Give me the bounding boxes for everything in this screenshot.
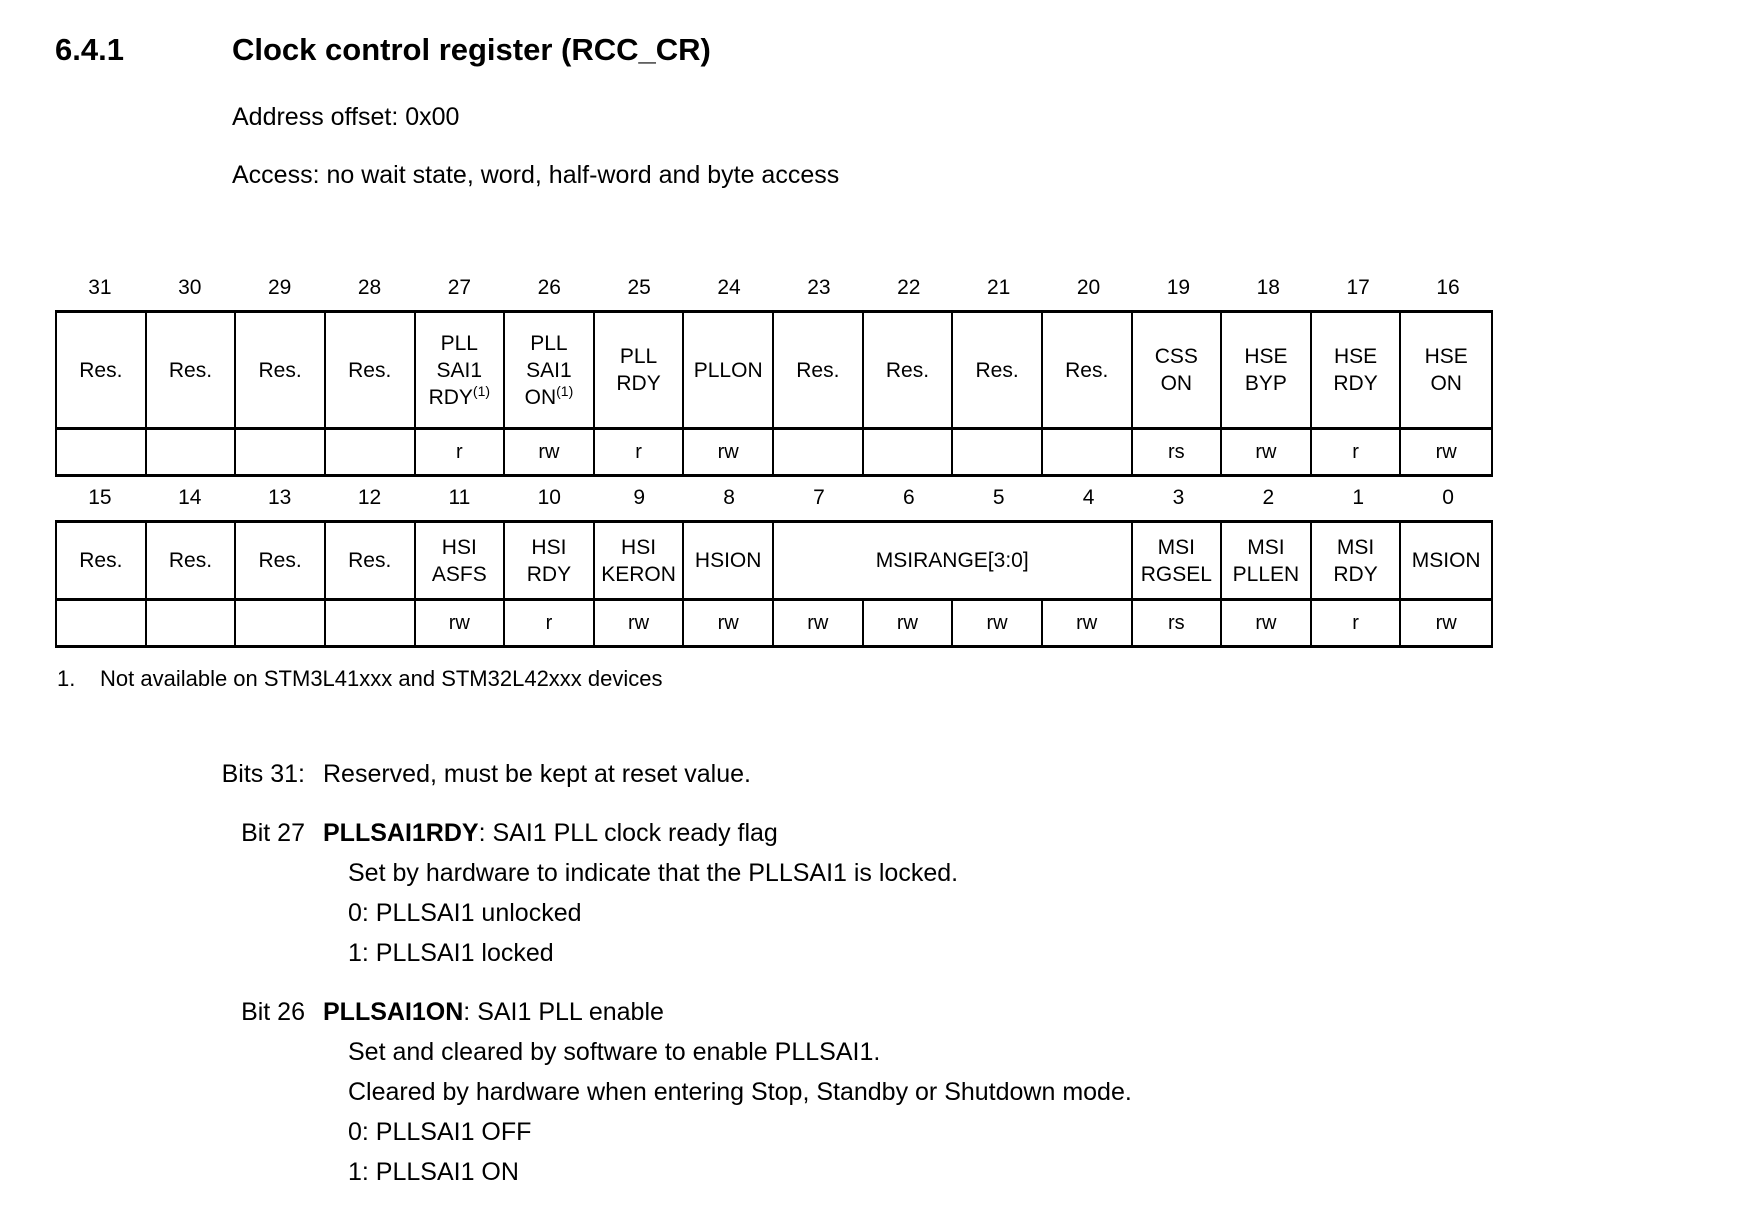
bit-label: Bit 26 <box>241 998 305 1026</box>
bit-number: 21 <box>987 276 1011 299</box>
field-cell: Res. <box>953 313 1043 430</box>
bit-number: 31 <box>88 276 112 299</box>
access-type-cell: rw <box>864 601 954 645</box>
bit-number: 2 <box>1262 486 1275 509</box>
description-detail-line: Set by hardware to indicate that the PLLSAI1 is locked. <box>348 859 959 887</box>
field-cell: Res. <box>1043 313 1133 430</box>
field-cell: HSE RDY <box>1312 313 1402 430</box>
bit-number: 0 <box>1442 486 1454 509</box>
section-heading <box>55 32 1742 68</box>
field-cell: PLL RDY <box>595 313 685 430</box>
bit-number: 9 <box>633 486 646 509</box>
field-cell: Res. <box>236 523 326 601</box>
bit-description <box>0 813 1742 973</box>
access-type-cell: rw <box>774 601 864 645</box>
access-type-cell: rw <box>1222 601 1312 645</box>
register-table-section <box>55 520 1493 648</box>
bit-number: 25 <box>627 276 651 299</box>
access-type-cell <box>864 430 954 474</box>
bit-number: 1 <box>1352 486 1365 509</box>
field-cell: HSE BYP <box>1222 313 1312 430</box>
footnote-ref: (1) <box>472 382 491 399</box>
bit-number: 16 <box>1436 276 1460 299</box>
field-cell: HSI ASFS <box>416 523 506 601</box>
bit-number: 6 <box>902 486 915 509</box>
bit-label: Bit 27 <box>241 819 305 847</box>
bit-number: 26 <box>537 276 561 299</box>
field-cell: Res. <box>326 313 416 430</box>
access-type-cell <box>953 430 1043 474</box>
section-number: 6.4.1 <box>55 32 124 67</box>
description-title: PLLSAI1ON: SAI1 PLL enable <box>323 998 664 1026</box>
access-type-cell <box>57 601 147 645</box>
field-cell: Res. <box>236 313 326 430</box>
access-type-cell: rw <box>416 601 506 645</box>
bit-number: 11 <box>448 486 471 509</box>
access-type-cell <box>1043 430 1133 474</box>
access-type-cell: r <box>1312 430 1402 474</box>
access-type-cell: rw <box>1222 430 1312 474</box>
field-cell: MSI RDY <box>1312 523 1402 601</box>
description-title: Reserved, must be kept at reset value. <box>323 760 751 788</box>
field-cell: Res. <box>57 523 147 601</box>
field-cell: PLLON <box>684 313 774 430</box>
footnote <box>57 666 1742 692</box>
field-cell: MSION <box>1401 523 1491 601</box>
description-title: PLLSAI1RDY: SAI1 PLL clock ready flag <box>323 819 778 847</box>
bit-number: 12 <box>357 486 382 509</box>
document-page <box>0 32 1742 1192</box>
bit-number: 3 <box>1172 486 1185 509</box>
access-type-cell: rw <box>1435 440 1457 463</box>
access-type-cell: rw <box>684 430 774 474</box>
bit-number: 29 <box>268 276 292 299</box>
access-type-cell: rw <box>684 601 774 645</box>
footnote-text: Not available on STM3L41xxx and STM32L42xxx devices <box>100 666 663 691</box>
field-cell: MSIRANGE[3:0] <box>774 523 1133 601</box>
access-type-cell <box>236 601 326 645</box>
field-cell: HSI KERON <box>595 523 685 601</box>
field-cell: Res. <box>147 523 237 601</box>
access-type-cell: r <box>1312 601 1402 645</box>
access-type-cell <box>147 601 237 645</box>
field-cell: Res. <box>326 523 416 601</box>
access-type-cell: rw <box>1043 601 1133 645</box>
field-cell: MSI PLLEN <box>1222 523 1312 601</box>
field-cell: HSI RDY <box>505 523 595 601</box>
bit-numbers-row <box>55 276 1493 310</box>
description-detail-line: 0: PLLSAI1 OFF <box>348 1118 532 1146</box>
register-bit-table <box>55 276 1493 648</box>
footnote-number: 1. <box>57 666 76 691</box>
description-details <box>323 853 1742 973</box>
access-type-cell: rs <box>1133 601 1223 645</box>
field-cell: PLL SAI1 ON$^{(1)}$ <box>505 313 595 430</box>
description-detail-line: Cleared by hardware when entering Stop, Standby or Shutdown mode. <box>348 1078 1132 1106</box>
field-cell: Res. <box>774 313 864 430</box>
bit-number: 17 <box>1346 276 1370 299</box>
bit-number: 14 <box>178 486 202 509</box>
description-detail-line: 1: PLLSAI1 locked <box>348 939 554 967</box>
bit-number: 13 <box>268 486 292 509</box>
bit-descriptions <box>0 754 1742 1192</box>
register-table-section <box>55 310 1493 477</box>
bit-number: 20 <box>1076 276 1101 299</box>
bit-number: 7 <box>813 486 825 509</box>
bit-description <box>0 754 1742 794</box>
access-type-cell: rw <box>953 601 1043 645</box>
description-detail-line: 0: PLLSAI1 unlocked <box>348 899 582 927</box>
access-type-cell: r <box>416 430 506 474</box>
bit-label: Bits 31: <box>221 760 305 788</box>
bit-numbers-row <box>55 486 1493 520</box>
bit-number: 27 <box>447 276 472 299</box>
access-type-cell: rw <box>1435 611 1457 634</box>
bit-number: 24 <box>717 276 741 299</box>
bit-number: 8 <box>723 486 735 509</box>
bit-number: 30 <box>178 276 202 299</box>
field-cell: CSS ON <box>1133 313 1223 430</box>
bit-number: 23 <box>807 276 831 299</box>
field-cell: HSION <box>684 523 774 601</box>
bit-number: 10 <box>537 486 561 509</box>
field-cell: MSI RGSEL <box>1133 523 1223 601</box>
access-type-cell: rs <box>1133 430 1223 474</box>
footnote-ref: (1) <box>556 382 574 399</box>
description-detail-line: Set and cleared by software to enable PLLSAI1. <box>348 1038 881 1066</box>
bit-number: 22 <box>897 276 921 299</box>
description-details <box>323 1032 1742 1192</box>
bit-number: 19 <box>1166 276 1191 299</box>
field-name: PLLSAI1ON <box>323 998 464 1026</box>
bit-number: 18 <box>1256 276 1280 299</box>
field-cell: Res. <box>147 313 237 430</box>
access-type-cell <box>236 430 326 474</box>
access-type-cell <box>326 430 416 474</box>
bit-description <box>0 992 1742 1192</box>
field-cell: Res. <box>57 313 147 430</box>
access-type-cell: r <box>595 430 685 474</box>
field-name: PLLSAI1RDY <box>323 819 479 847</box>
bit-number: 15 <box>88 486 112 509</box>
access-type-cell <box>147 430 237 474</box>
access-type-cell: rw <box>595 601 685 645</box>
access-type-cell: rw <box>505 430 595 474</box>
description-detail-line: 1: PLLSAI1 ON <box>348 1158 519 1186</box>
page-title: Clock control register (RCC_CR) <box>232 32 711 67</box>
access-type-line: Access: no wait state, word, half-word and byte access <box>232 161 840 189</box>
bit-number: 4 <box>1082 486 1095 509</box>
field-cell: HSE ON <box>1401 313 1491 430</box>
bit-number: 5 <box>992 486 1005 509</box>
field-cell: PLL SAI1 RDY$^{(1)}$ <box>416 313 506 430</box>
bit-number: 28 <box>357 276 382 299</box>
address-offset-line: Address offset: 0x00 <box>232 103 460 131</box>
access-type-cell: r <box>505 601 595 645</box>
field-cell: Res. <box>864 313 954 430</box>
access-type-cell <box>57 430 147 474</box>
access-type-cell <box>774 430 864 474</box>
access-type-cell <box>326 601 416 645</box>
